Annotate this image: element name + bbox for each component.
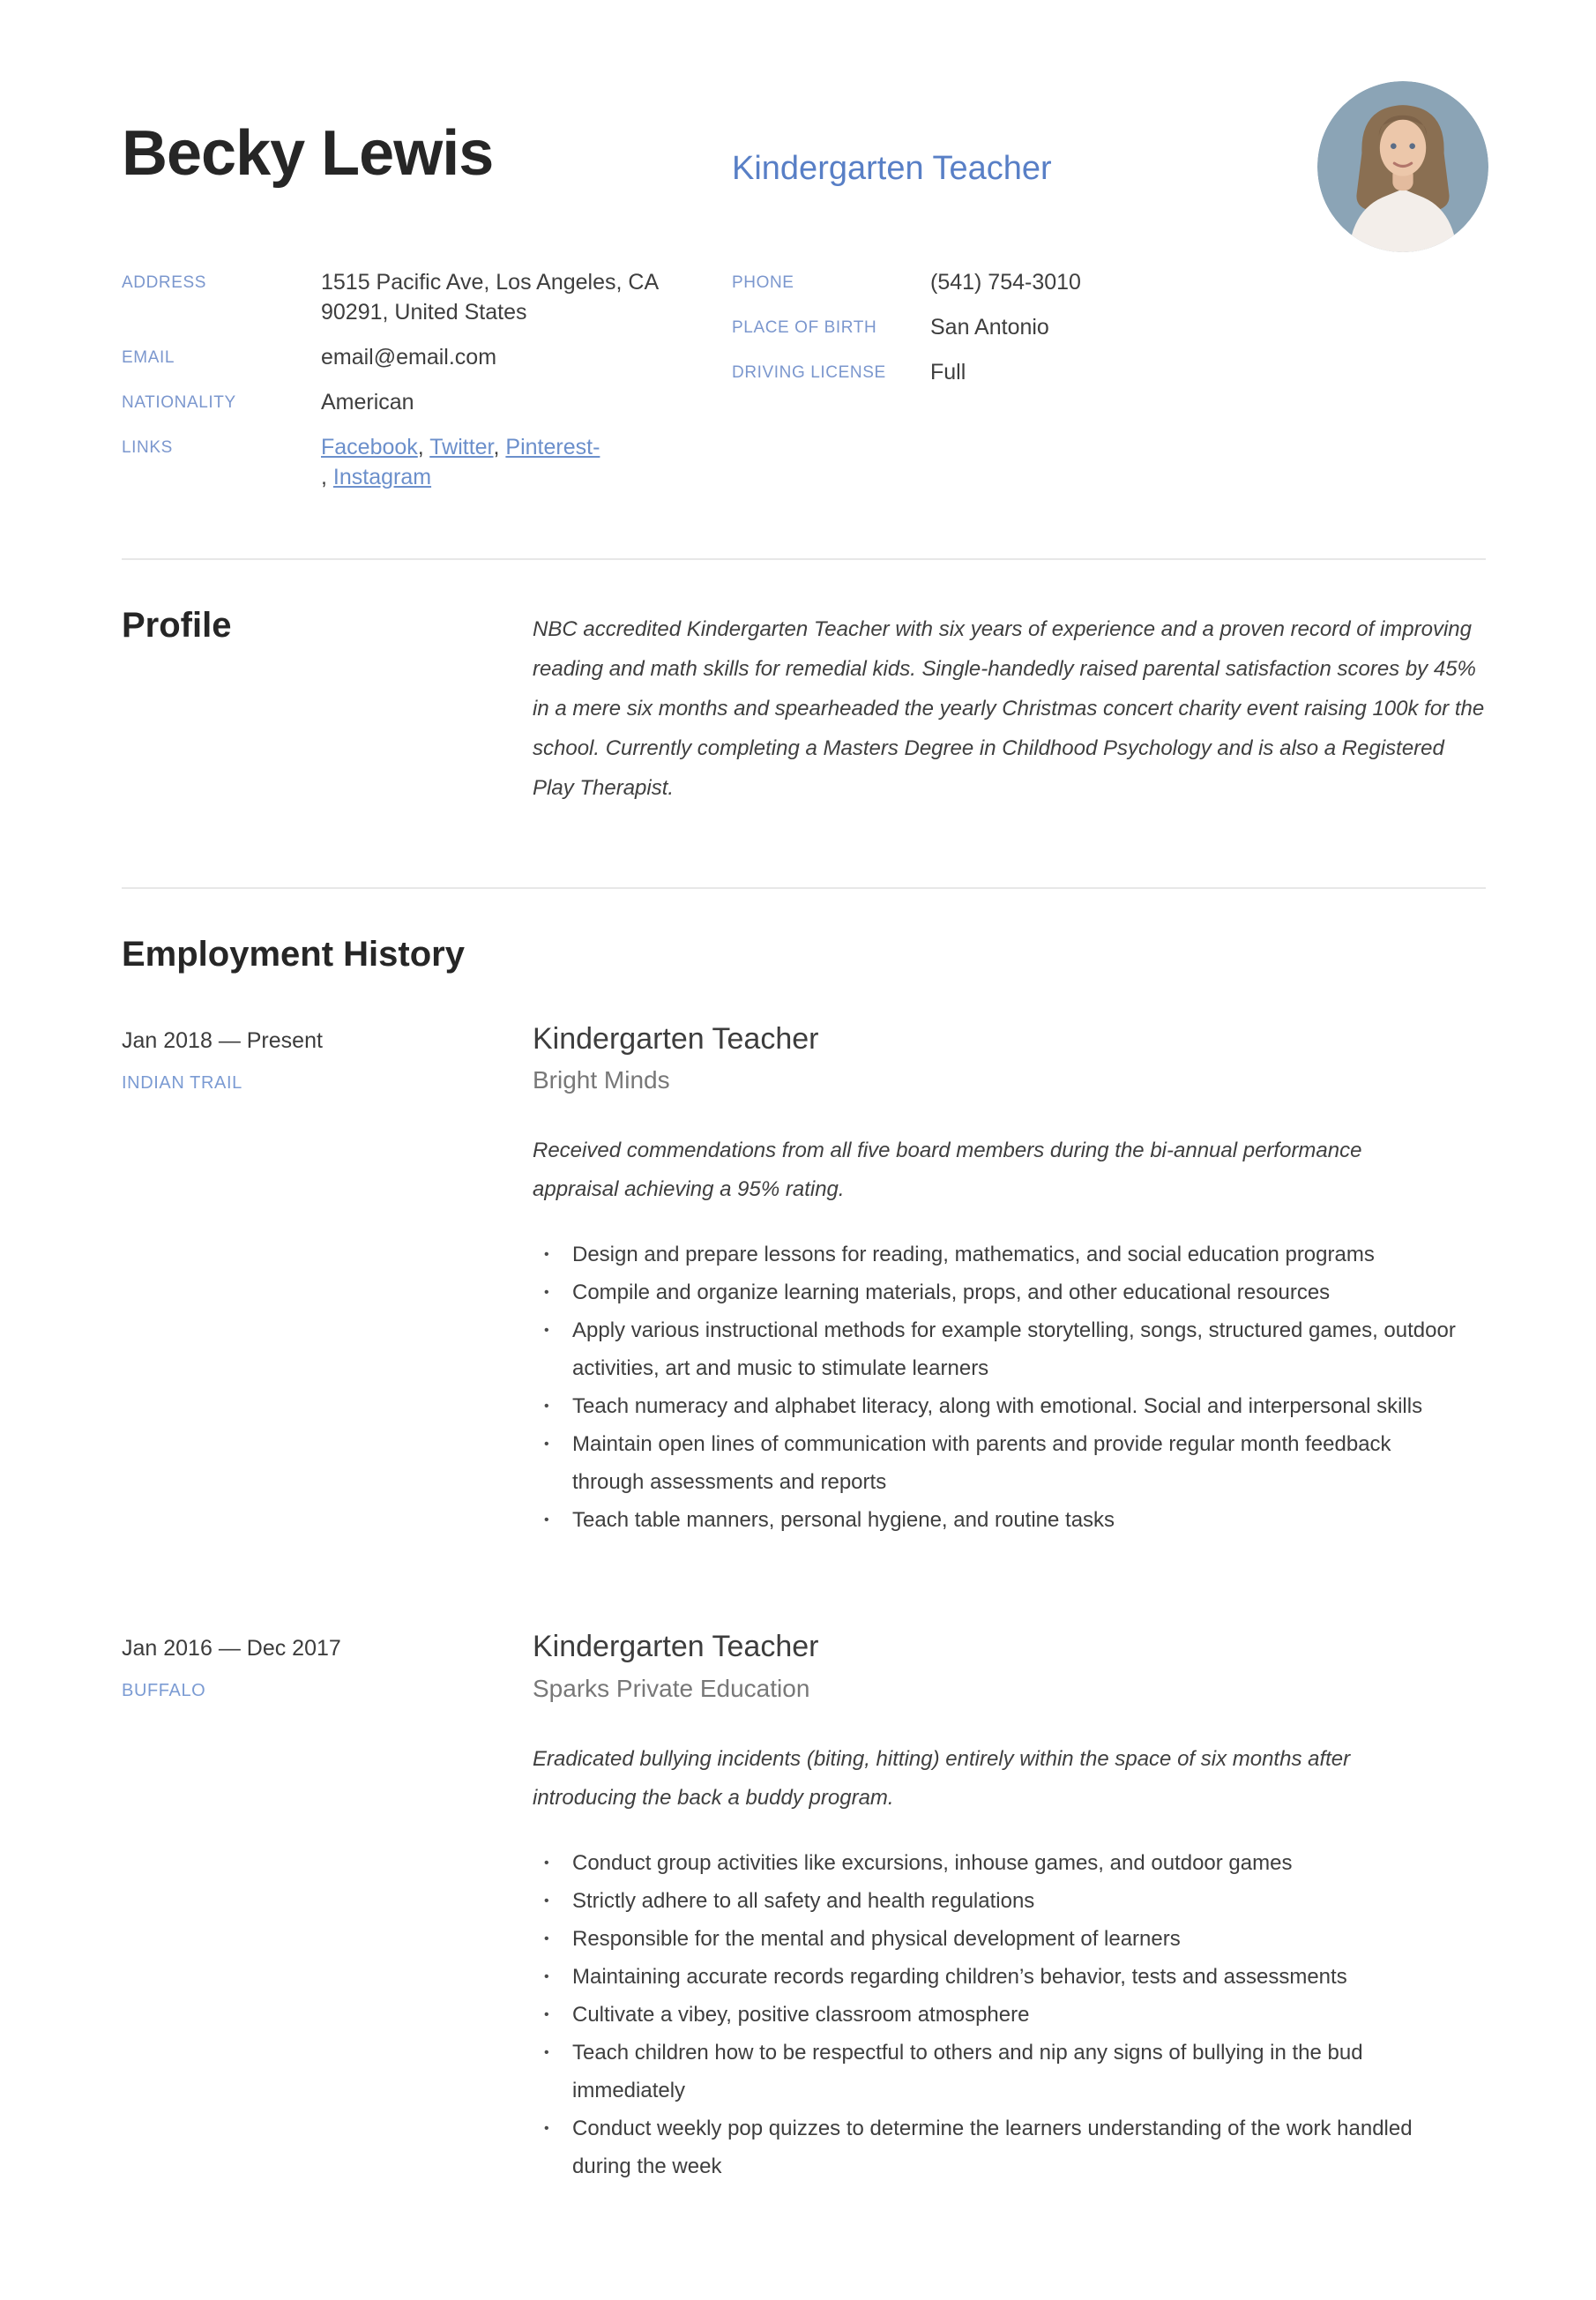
address-label: ADDRESS	[122, 273, 207, 292]
profile-body-column	[533, 606, 1486, 808]
instagram-link[interactable]: Instagram	[332, 465, 432, 489]
job-dates: Jan 2018 — Present	[122, 1028, 323, 1053]
driving-license-label: DRIVING LICENSE	[732, 363, 886, 382]
job-detail-column	[533, 1023, 1486, 1539]
job-title: Kindergarten Teacher	[533, 1022, 819, 1056]
job-summary: Received commendations from all five board members during the bi-annual performance appraisal achieving a 95% rating.	[533, 1139, 1362, 1202]
job-title: Kindergarten Teacher	[533, 1630, 819, 1664]
contact-row-place-of-birth	[732, 312, 1486, 342]
job-headline: Kindergarten Teacher	[732, 150, 1052, 187]
job-detail-column	[533, 1631, 1486, 2184]
nationality-value: American	[321, 390, 414, 414]
phone-label: PHONE	[732, 273, 794, 292]
contact-row-driving-license	[732, 357, 1486, 387]
link-separator: ,	[417, 435, 430, 459]
person-avatar-graphic	[1317, 81, 1488, 252]
job-bullet: • Strictly adhere to all safety and health regulations	[533, 1882, 1486, 1920]
job-location: INDIAN TRAIL	[122, 1073, 242, 1093]
profile-section	[122, 560, 1486, 864]
job-bullet: • Design and prepare lessons for reading, mathematics, and social education programs	[533, 1236, 1486, 1273]
job-bullet: • Teach children how to be respectful to others and nip any signs of bullying in the bud immediately	[533, 2034, 1486, 2110]
phone-value: (541) 754-3010	[930, 270, 1081, 295]
nationality-label: NATIONALITY	[122, 393, 236, 412]
contact-row-address	[122, 267, 732, 327]
contact-row-email	[122, 342, 732, 372]
job-bullet-list	[533, 1236, 1486, 1539]
link-separator: ,	[493, 435, 506, 459]
contact-row-nationality	[122, 387, 732, 417]
profile-text: NBC accredited Kindergarten Teacher with six years of experience and a proven record of improving reading and math skills for remedial kids. Single-handedly raised parental satisfaction scores by 45% in a mere six months and spearheaded the yearly Christmas concert charity event raising 100k for the school. Currently completing a Masters Degree in Childhood Psychology and is also a Registered Play Therapist.	[533, 617, 1485, 800]
employment-entry	[122, 1023, 1486, 1539]
employment-section	[122, 889, 1486, 2194]
job-bullet: • Compile and organize learning materials, props, and other educational resources	[533, 1273, 1486, 1311]
pinterest-link[interactable]: Pinterest-	[505, 435, 600, 459]
profile-heading: Profile	[122, 606, 232, 645]
links-value	[321, 432, 600, 492]
person-name: Becky Lewis	[122, 118, 494, 189]
employment-heading: Employment History	[122, 935, 465, 974]
job-bullet: • Apply various instructional methods for example storytelling, songs, structured games, outdoor activities, art and music to stimulate learners	[533, 1311, 1486, 1387]
contact-details	[122, 267, 1486, 507]
job-dates: Jan 2016 — Dec 2017	[122, 1636, 341, 1662]
job-bullet: • Maintaining accurate records regarding children’s behavior, tests and assessments	[533, 1958, 1486, 1996]
email-label: EMAIL	[122, 348, 175, 367]
place-of-birth-value: San Antonio	[930, 315, 1049, 340]
contact-column-left	[122, 267, 732, 507]
driving-license-value: Full	[930, 360, 966, 385]
job-bullet: • Conduct group activities like excursions, inhouse games, and outdoor games	[533, 1844, 1486, 1882]
job-bullet: • Maintain open lines of communication with parents and provide regular month feedback through assessments and reports	[533, 1425, 1486, 1501]
contact-row-links	[122, 432, 732, 492]
job-bullet-list	[533, 1844, 1486, 2185]
job-meta-column	[122, 1631, 533, 2184]
contact-column-right	[732, 267, 1486, 507]
job-company: Sparks Private Education	[533, 1674, 810, 1702]
contact-row-phone	[732, 267, 1486, 297]
job-meta-column	[122, 1023, 533, 1539]
facebook-link[interactable]: Facebook	[321, 435, 418, 459]
job-bullet: • Teach table manners, personal hygiene, and routine tasks	[533, 1501, 1486, 1539]
job-bullet: • Cultivate a vibey, positive classroom atmosphere	[533, 1996, 1486, 2034]
job-bullet: • Conduct weekly pop quizzes to determine the learners understanding of the work handled during the week	[533, 2110, 1486, 2185]
email-value: email@email.com	[321, 345, 497, 370]
header	[122, 0, 1486, 267]
job-bullet: • Teach numeracy and alphabet literacy, along with emotional. Social and interpersonal skills	[533, 1387, 1486, 1425]
job-company: Bright Minds	[533, 1066, 670, 1094]
place-of-birth-label: PLACE OF BIRTH	[732, 318, 877, 337]
job-summary: Eradicated bullying incidents (biting, hitting) entirely within the space of six months after introducing the back a buddy program.	[533, 1746, 1351, 1810]
job-location: BUFFALO	[122, 1681, 206, 1701]
job-bullet: • Responsible for the mental and physical development of learners	[533, 1920, 1486, 1958]
employment-entry	[122, 1631, 1486, 2184]
address-value: 1515 Pacific Ave, Los Angeles, CA 90291, United States	[321, 270, 660, 325]
profile-photo	[1317, 81, 1488, 252]
twitter-link[interactable]: Twitter	[429, 435, 494, 459]
links-label: LINKS	[122, 438, 173, 457]
link-line2-prefix: ,	[321, 465, 333, 489]
profile-heading-column	[122, 606, 533, 808]
